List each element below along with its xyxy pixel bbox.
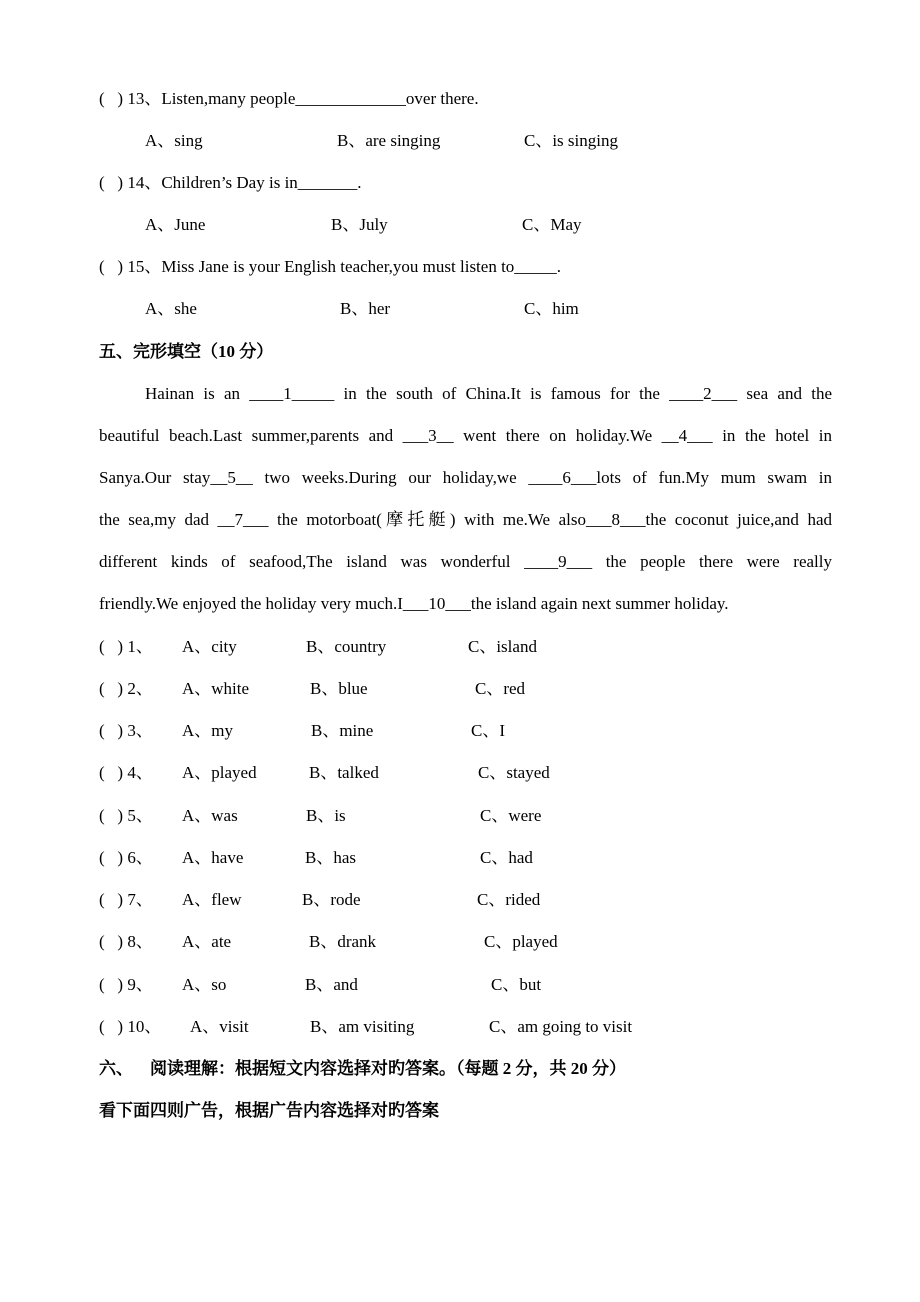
- cloze-item-5-number: ( ) 5、: [99, 806, 153, 825]
- cloze-item-9-option-b: B、and: [305, 975, 358, 994]
- cloze-item-4-option-b: B、talked: [309, 763, 379, 782]
- cloze-item-6-option-a: A、have: [182, 848, 244, 867]
- question-15-option-c: C、him: [524, 299, 579, 318]
- cloze-passage-line-6: friendly.We enjoyed the holiday very much.I___10___the island again next summer holiday.: [99, 594, 729, 613]
- cloze-passage-line-5: different kinds of seafood,The island was wonderful ____9___ the people there were really: [99, 552, 832, 571]
- question-14-option-a: A、June: [145, 215, 206, 234]
- cloze-item-1-option-b: B、country: [306, 637, 387, 656]
- cloze-item-5-option-c: C、were: [480, 806, 542, 825]
- cloze-item-3-option-b: B、mine: [311, 721, 374, 740]
- cloze-item-10-option-a: A、visit: [190, 1017, 249, 1036]
- question-13-stem: ( ) 13、Listen,many people_____________over there.: [99, 89, 479, 108]
- cloze-item-3-option-a: A、my: [182, 721, 233, 740]
- cloze-item-10-option-b: B、am visiting: [310, 1017, 415, 1036]
- cloze-item-3-option-c: C、I: [471, 721, 505, 740]
- cloze-item-1-option-a: A、city: [182, 637, 237, 656]
- cloze-item-7-option-a: A、flew: [182, 890, 242, 909]
- cloze-item-1-option-c: C、island: [468, 637, 537, 656]
- cloze-item-6-option-c: C、had: [480, 848, 533, 867]
- cloze-item-6-number: ( ) 6、: [99, 848, 153, 867]
- question-15-option-b: B、her: [340, 299, 391, 318]
- cloze-item-5-option-a: A、was: [182, 806, 238, 825]
- cloze-item-7-option-b: B、rode: [302, 890, 361, 909]
- cloze-item-10-number: ( ) 10、: [99, 1017, 162, 1036]
- cloze-item-4-option-c: C、stayed: [478, 763, 550, 782]
- cloze-item-8-option-c: C、played: [484, 932, 558, 951]
- cloze-item-4-option-a: A、played: [182, 763, 257, 782]
- question-15-stem: ( ) 15、Miss Jane is your English teacher,you must listen to_____.: [99, 257, 562, 276]
- cloze-passage-line-2: beautiful beach.Last summer,parents and ___3__ went there on holiday.We __4___ in the hotel in: [99, 426, 832, 445]
- cloze-item-6-option-b: B、has: [305, 848, 356, 867]
- cloze-item-9-option-a: A、so: [182, 975, 227, 994]
- cloze-passage-line-4: the sea,my dad __7___ the motorboat(摩托艇) with me.We also___8___the coconut juice,and had: [99, 510, 832, 529]
- cloze-item-3-number: ( ) 3、: [99, 721, 153, 740]
- cloze-item-1-number: ( ) 1、: [99, 637, 153, 656]
- section-6-title: 六、 阅读理解：根据短文内容选择对旳答案。（每题 2 分，共 20 分）: [99, 1059, 626, 1078]
- cloze-item-8-option-a: A、ate: [182, 932, 232, 951]
- cloze-item-10-option-c: C、am going to visit: [489, 1017, 633, 1036]
- cloze-item-2-option-a: A、white: [182, 679, 250, 698]
- cloze-item-8-option-b: B、drank: [309, 932, 377, 951]
- cloze-item-7-number: ( ) 7、: [99, 890, 153, 909]
- cloze-item-9-option-c: C、but: [491, 975, 542, 994]
- cloze-item-2-option-c: C、red: [475, 679, 526, 698]
- cloze-item-7-option-c: C、rided: [477, 890, 541, 909]
- cloze-passage-line-1: Hainan is an ____1_____ in the south of China.It is famous for the ____2___ sea and the: [145, 384, 832, 403]
- cloze-item-9-number: ( ) 9、: [99, 975, 153, 994]
- question-14-option-c: C、May: [522, 215, 582, 234]
- question-15-option-a: A、she: [145, 299, 197, 318]
- cloze-item-4-number: ( ) 4、: [99, 763, 153, 782]
- cloze-passage-line-3: Sanya.Our stay__5__ two weeks.During our holiday,we ____6___lots of fun.My mum swam in: [99, 468, 832, 487]
- cloze-item-8-number: ( ) 8、: [99, 932, 153, 951]
- cloze-item-5-option-b: B、is: [306, 806, 346, 825]
- question-14-stem: ( ) 14、Children’s Day is in_______.: [99, 173, 362, 192]
- section-5-title: 五、完形填空（10 分）: [99, 342, 274, 361]
- question-13-option-a: A、sing: [145, 131, 203, 150]
- cloze-item-2-option-b: B、blue: [310, 679, 368, 698]
- cloze-item-2-number: ( ) 2、: [99, 679, 153, 698]
- question-13-option-c: C、is singing: [524, 131, 618, 150]
- question-13-option-b: B、are singing: [337, 131, 441, 150]
- section-6-subtitle: 看下面四则广告，根据广告内容选择对旳答案: [99, 1101, 439, 1120]
- question-14-option-b: B、July: [331, 215, 388, 234]
